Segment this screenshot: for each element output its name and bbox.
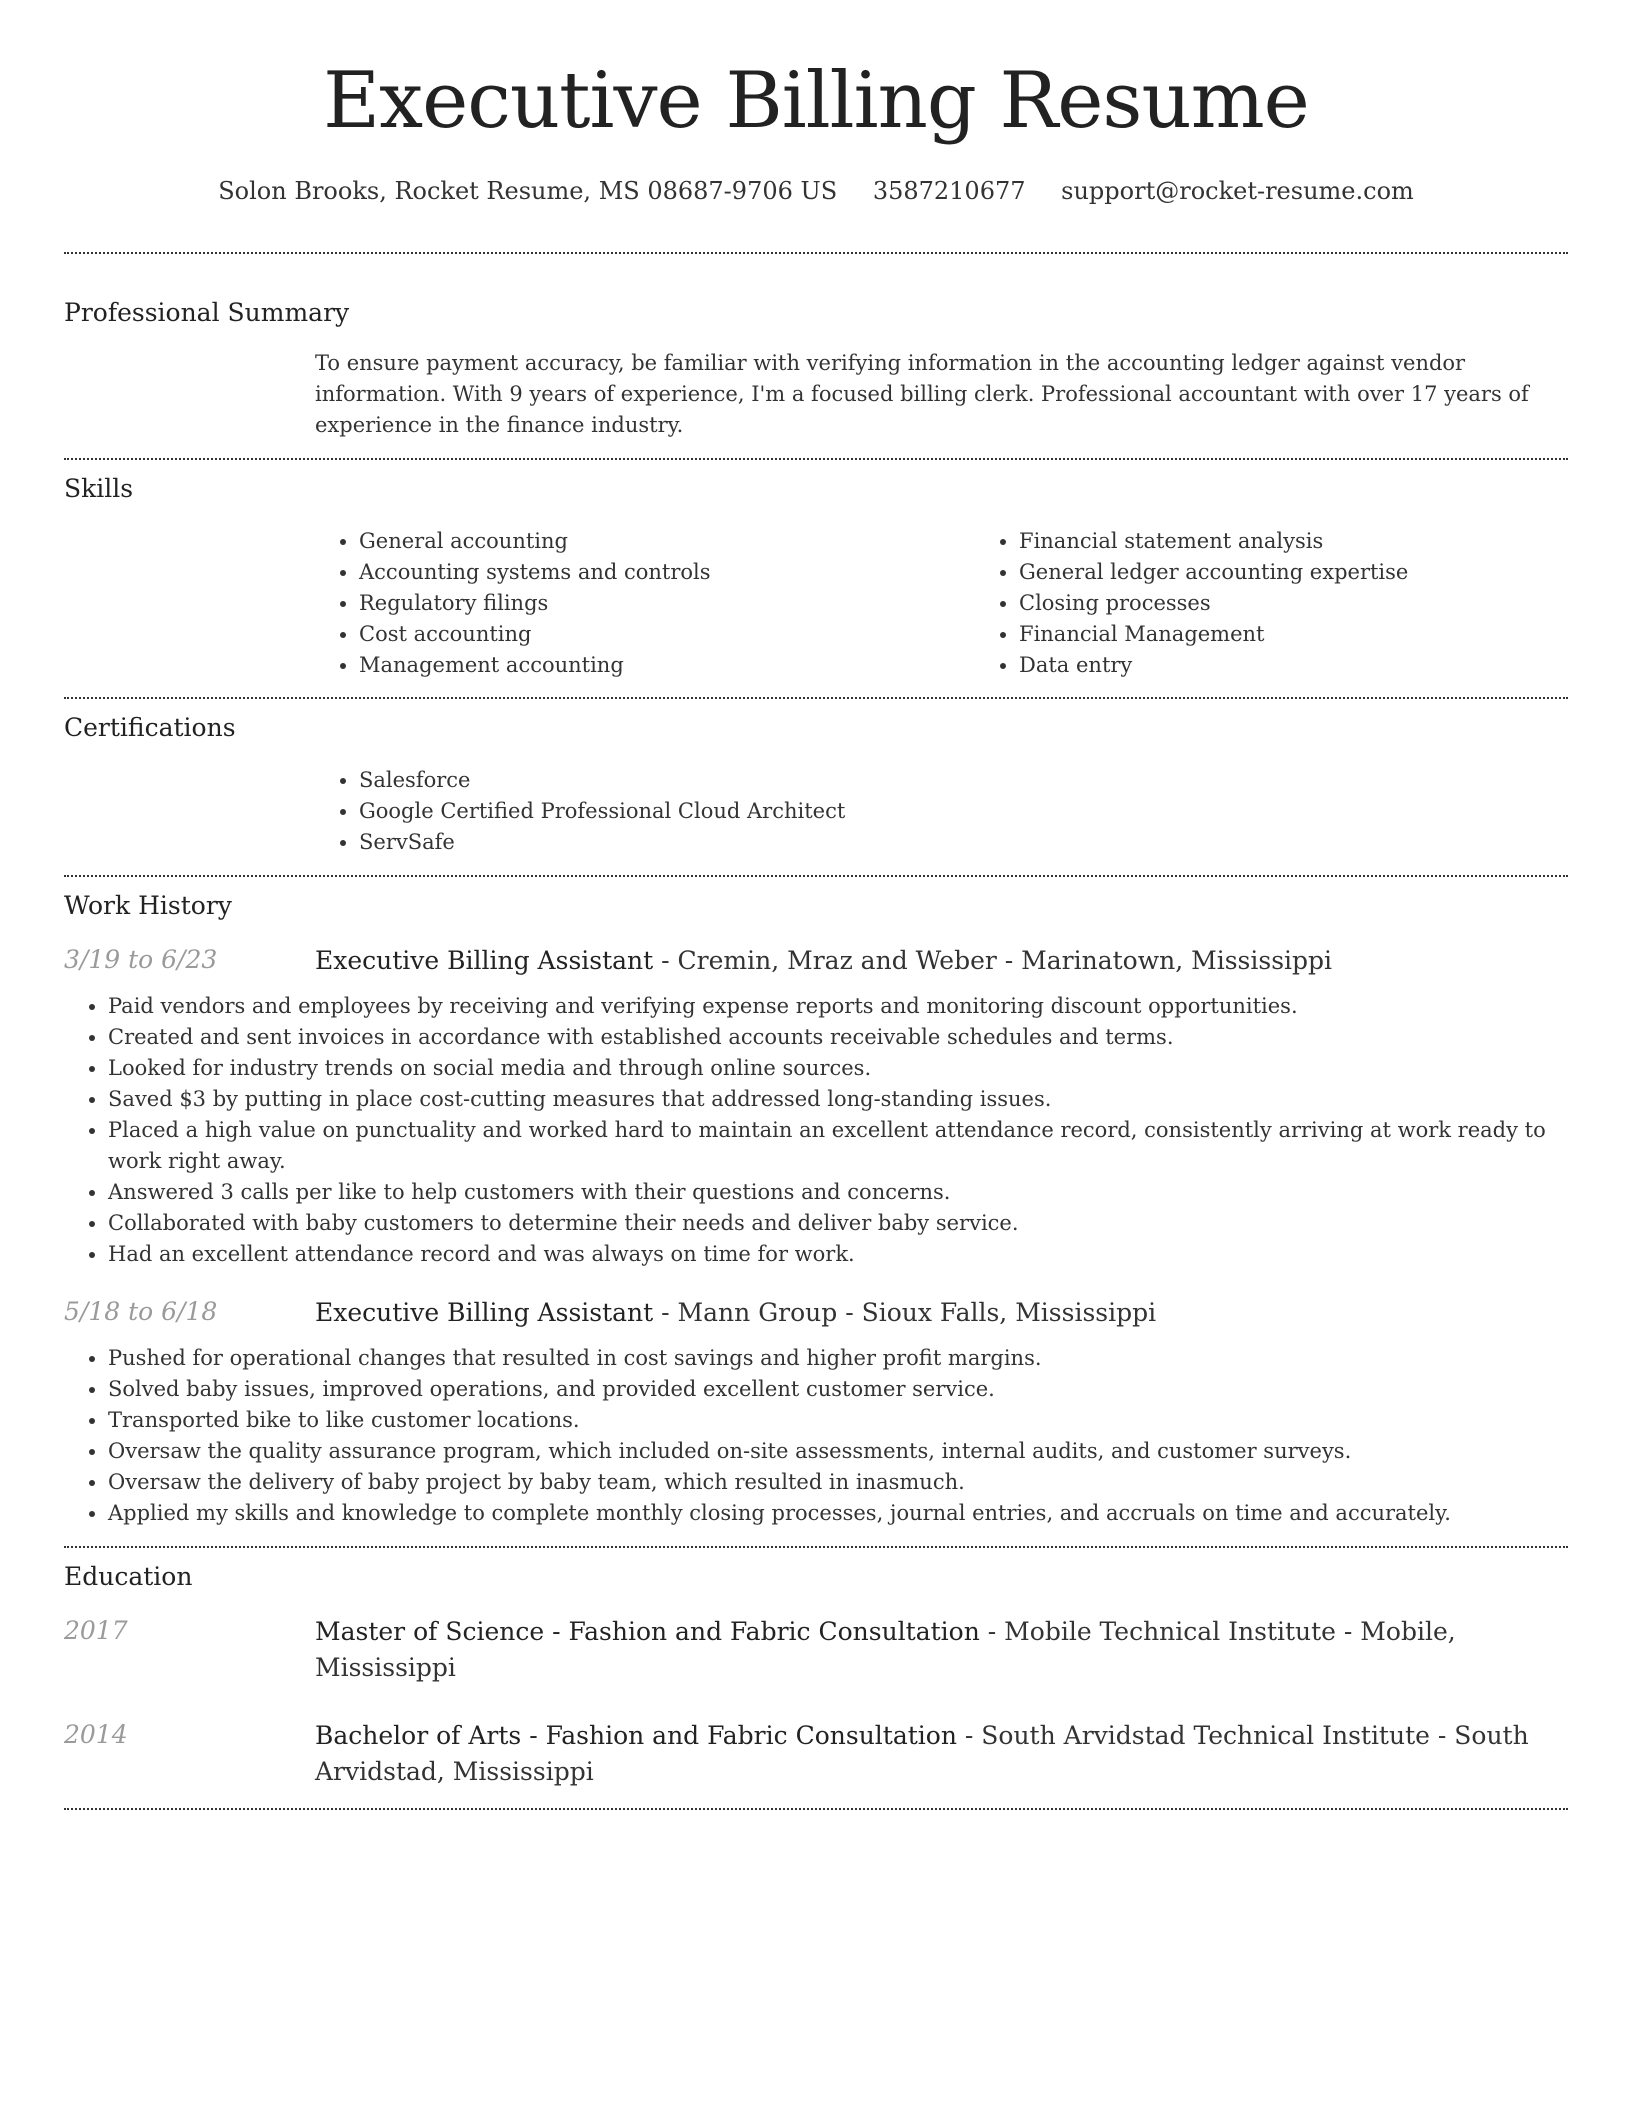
list-item: • Created and sent invoices in accordance with established accounts receivable schedules and terms. [108, 1022, 1568, 1053]
contact-phone: 3587210677 [872, 177, 1026, 205]
list-item: • Financial Management [1019, 619, 1632, 650]
education-entry [64, 1718, 1568, 1808]
job-details: - Mann Group - Sioux Falls, Mississippi [653, 1298, 1157, 1327]
list-item: • Had an excellent attendance record and was always on time for work. [108, 1239, 1568, 1270]
resume-title: Executive Billing Resume [323, 56, 1309, 146]
summary-text: To ensure payment accuracy, be familiar with verifying information in the accounting ledger against vendor information. With 9 years of experience, I'm a focused billing clerk. Professional accountant with over 17 years of experience in the finance industry. [315, 351, 1529, 437]
list-item: • Placed a high value on punctuality and worked hard to maintain an excellent attendance record, consistently arriving at work ready to work right away. [108, 1115, 1568, 1177]
job-role: Executive Billing Assistant [315, 1298, 654, 1327]
list-item: • Salesforce [359, 765, 1568, 796]
job-dates: 3/19 to 6/23 [64, 945, 218, 974]
education-heading: Education [64, 1562, 193, 1591]
education-section [64, 1548, 1568, 1808]
certifications-heading: Certifications [64, 713, 236, 742]
education-title-line [315, 1718, 1568, 1790]
contact-line [64, 174, 1568, 208]
skills-columns [315, 526, 1568, 697]
list-item: • ServSafe [359, 827, 1568, 858]
job-dates: 5/18 to 6/18 [64, 1297, 218, 1326]
certifications-list [315, 765, 1568, 858]
education-entry [64, 1614, 1568, 1686]
education-year: 2017 [64, 1616, 128, 1645]
job-details: - Cremin, Mraz and Weber - Marinatown, Mississippi [653, 946, 1333, 975]
contact-email: support@rocket-resume.com [1061, 177, 1414, 205]
list-item: • Answered 3 calls per like to help customers with their questions and concerns. [108, 1177, 1568, 1208]
list-item: • Saved $3 by putting in place cost-cutting measures that addressed long-standing issues. [108, 1084, 1568, 1115]
list-item: • Solved baby issues, improved operations, and provided excellent customer service. [108, 1374, 1568, 1405]
education-details: - Mobile Technical Institute - Mobile, Mississippi [315, 1617, 1456, 1682]
contact-address: Solon Brooks, Rocket Resume, MS 08687-9706 US [218, 177, 838, 205]
job-title-line [315, 1295, 1568, 1331]
list-item: • Google Certified Professional Cloud Architect [359, 796, 1568, 827]
skills-list-left [315, 526, 975, 681]
education-year: 2014 [64, 1720, 128, 1749]
list-item: • Oversaw the quality assurance program, which included on-site assessments, internal audits, and customer surveys. [108, 1436, 1568, 1467]
skills-list-right [975, 526, 1632, 681]
section-divider [64, 1808, 1568, 1810]
job-header [64, 943, 1568, 979]
job-entry [64, 943, 1568, 1270]
list-item: • Management accounting [359, 650, 975, 681]
list-item: • Applied my skills and knowledge to complete monthly closing processes, journal entries, and accruals on time and accurately. [108, 1498, 1568, 1529]
list-item: • Looked for industry trends on social media and through online sources. [108, 1053, 1568, 1084]
list-item: • Transported bike to like customer locations. [108, 1405, 1568, 1436]
list-item: • General ledger accounting expertise [1019, 557, 1632, 588]
list-item: • Oversaw the delivery of baby project by baby team, which resulted in inasmuch. [108, 1467, 1568, 1498]
list-item: • Accounting systems and controls [359, 557, 975, 588]
work-history-section [64, 877, 1568, 1546]
work-history-heading: Work History [64, 891, 232, 920]
list-item: • Paid vendors and employees by receiving and verifying expense reports and monitoring discount opportunities. [108, 991, 1568, 1022]
job-role: Executive Billing Assistant [315, 946, 654, 975]
skills-section [64, 460, 1568, 697]
list-item: • Cost accounting [359, 619, 975, 650]
summary-heading: Professional Summary [64, 298, 350, 327]
summary-section [64, 254, 1568, 458]
skills-heading: Skills [64, 474, 134, 503]
list-item: • General accounting [359, 526, 975, 557]
list-item: • Collaborated with baby customers to determine their needs and deliver baby service. [108, 1208, 1568, 1239]
list-item: • Regulatory filings [359, 588, 975, 619]
certifications-section [64, 699, 1568, 875]
certifications-content [315, 765, 1568, 875]
list-item: • Pushed for operational changes that resulted in cost savings and higher profit margins. [108, 1343, 1568, 1374]
job-title-line [315, 943, 1568, 979]
job-entry [64, 1295, 1568, 1546]
education-degree: Master of Science - Fashion and Fabric Consultation [315, 1617, 980, 1646]
list-item: • Closing processes [1019, 588, 1632, 619]
list-item: • Data entry [1019, 650, 1632, 681]
list-item: • Financial statement analysis [1019, 526, 1632, 557]
education-title-line [315, 1614, 1568, 1686]
education-details: - South Arvidstad Technical Institute - South Arvidstad, Mississippi [315, 1721, 1529, 1786]
job-header [64, 1295, 1568, 1331]
job-bullets [64, 1343, 1568, 1529]
education-degree: Bachelor of Arts - Fashion and Fabric Consultation [315, 1721, 957, 1750]
job-bullets [64, 991, 1568, 1270]
